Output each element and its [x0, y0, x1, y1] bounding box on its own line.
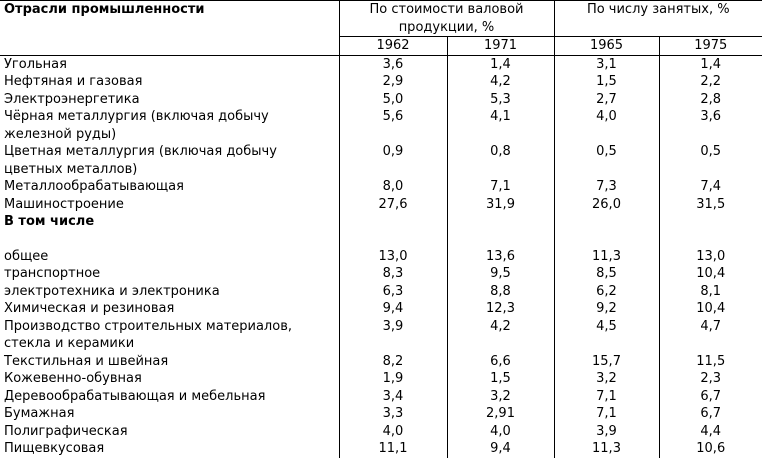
cell-value: 3,6	[339, 55, 447, 73]
cell-value: 8,5	[554, 265, 659, 283]
cell-value: 4,0	[447, 423, 554, 441]
row-label: Цветная металлургия (включая добычу цветных металлов)	[4, 144, 277, 177]
row-label: Электроэнергетика	[4, 91, 140, 107]
cell-value: 11,1	[339, 440, 447, 458]
table-body	[0, 55, 762, 458]
cell-value: 4,0	[554, 108, 659, 143]
cell-value: 13,6	[447, 248, 554, 266]
cell-value: 8,1	[659, 283, 762, 301]
cell-value: 4,7	[659, 318, 762, 353]
cell-value: 2,9	[339, 73, 447, 91]
cell-value: 13,0	[339, 248, 447, 266]
row-label: Химическая и резиновая	[4, 301, 175, 316]
cell-value: 6,7	[659, 388, 762, 406]
row-label: общее	[4, 248, 49, 264]
year-header: 1971	[447, 37, 554, 56]
row-label: Производство строительных материалов, стекла и керамики	[4, 318, 292, 351]
cell-value: 7,1	[554, 405, 659, 423]
table-row	[0, 178, 762, 196]
table-row	[0, 388, 762, 406]
cell-value: 6,2	[554, 283, 659, 301]
row-label: В том числе	[4, 214, 95, 229]
row-label: транспортное	[4, 266, 101, 281]
cell-value: 13,0	[659, 248, 762, 266]
cell-value: 10,6	[659, 440, 762, 458]
row-label: Нефтяная и газовая	[4, 74, 143, 89]
table-row	[0, 283, 762, 301]
cell-value: 3,4	[339, 388, 447, 406]
row-label: Текстильная и швейная	[4, 353, 169, 369]
column-header-industry: Отрасли промышленности	[0, 1, 339, 56]
cell-value: 0,5	[554, 143, 659, 178]
cell-value: 7,3	[554, 178, 659, 196]
row-label: Деревообрабатывающая и мебельная	[4, 388, 266, 404]
cell-value: 11,5	[659, 353, 762, 371]
cell-value: 3,6	[659, 108, 762, 143]
cell-value: 9,5	[447, 265, 554, 283]
cell-value: 3,3	[339, 405, 447, 423]
row-label: Машиностроение	[4, 196, 124, 212]
cell-value: 5,0	[339, 91, 447, 109]
cell-value: 12,3	[447, 300, 554, 318]
cell-value: 6,3	[339, 283, 447, 301]
cell-value: 6,7	[659, 405, 762, 423]
cell-value: 6,6	[447, 353, 554, 371]
cell-value	[659, 213, 762, 231]
table-row	[0, 213, 762, 231]
table-row	[0, 370, 762, 388]
table-row	[0, 353, 762, 371]
cell-value: 10,4	[659, 300, 762, 318]
table-row	[0, 423, 762, 441]
cell-value: 8,8	[447, 283, 554, 301]
table-row	[0, 196, 762, 214]
cell-value: 9,4	[447, 440, 554, 458]
year-header: 1962	[339, 37, 447, 56]
table-row	[0, 318, 762, 353]
cell-value	[447, 213, 554, 231]
year-header: 1975	[659, 37, 762, 56]
cell-value: 8,3	[339, 265, 447, 283]
cell-value: 0,8	[447, 143, 554, 178]
cell-value: 2,91	[447, 405, 554, 423]
cell-value: 9,2	[554, 300, 659, 318]
cell-value: 4,2	[447, 318, 554, 353]
table-row	[0, 91, 762, 109]
row-label: Угольная	[0, 55, 339, 73]
cell-value: 3,2	[447, 388, 554, 406]
row-label: Пищевкусовая	[4, 441, 105, 456]
cell-value: 8,2	[339, 353, 447, 371]
cell-value: 2,8	[659, 91, 762, 109]
cell-value: 9,4	[339, 300, 447, 318]
cell-value	[339, 213, 447, 231]
cell-value: 1,5	[554, 73, 659, 91]
cell-value: 4,0	[339, 423, 447, 441]
row-label: Чёрная металлургия (включая добычу железной руды)	[4, 109, 269, 142]
table-row	[0, 265, 762, 283]
row-label: Металлообрабатывающая	[4, 179, 184, 194]
table-row	[0, 55, 762, 73]
cell-value: 3,9	[339, 318, 447, 353]
row-label: Полиграфическая	[4, 423, 128, 439]
table-row	[0, 143, 762, 178]
cell-value: 7,1	[554, 388, 659, 406]
cell-value: 0,9	[339, 143, 447, 178]
cell-value: 3,2	[554, 370, 659, 388]
cell-value: 8,0	[339, 178, 447, 196]
cell-value: 7,4	[659, 178, 762, 196]
table-row	[0, 440, 762, 458]
cell-value: 2,7	[554, 91, 659, 109]
cell-value: 2,2	[659, 73, 762, 91]
cell-value: 5,3	[447, 91, 554, 109]
cell-value: 11,3	[554, 248, 659, 266]
table-row	[0, 108, 762, 143]
cell-value: 31,5	[659, 196, 762, 214]
cell-value	[554, 213, 659, 231]
table-row	[0, 405, 762, 423]
cell-value: 1,5	[447, 370, 554, 388]
cell-value: 2,3	[659, 370, 762, 388]
cell-value: 11,3	[554, 440, 659, 458]
cell-value: 15,7	[554, 353, 659, 371]
row-label: Кожевенно-обувная	[4, 371, 142, 386]
year-header: 1965	[554, 37, 659, 56]
cell-value: 7,1	[447, 178, 554, 196]
cell-value: 3,1	[554, 55, 659, 73]
column-header-employment: По числу занятых, %	[554, 1, 762, 37]
cell-value: 1,4	[447, 55, 554, 73]
cell-value: 5,6	[339, 108, 447, 143]
row-label: электротехника и электроника	[4, 283, 220, 299]
cell-value: 0,5	[659, 143, 762, 178]
cell-value: 26,0	[554, 196, 659, 214]
table-row	[0, 248, 762, 266]
cell-value: 10,4	[659, 265, 762, 283]
row-label: Бумажная	[4, 406, 75, 421]
cell-value: 4,4	[659, 423, 762, 441]
cell-value: 4,5	[554, 318, 659, 353]
cell-value: 27,6	[339, 196, 447, 214]
table-row	[0, 73, 762, 91]
cell-value: 4,1	[447, 108, 554, 143]
spacer-row	[0, 231, 762, 248]
column-header-gross-output: По стоимости валовой продукции, %	[339, 1, 554, 37]
table-row	[0, 300, 762, 318]
cell-value: 1,4	[659, 55, 762, 73]
cell-value: 3,9	[554, 423, 659, 441]
cell-value: 1,9	[339, 370, 447, 388]
cell-value: 31,9	[447, 196, 554, 214]
cell-value: 4,2	[447, 73, 554, 91]
